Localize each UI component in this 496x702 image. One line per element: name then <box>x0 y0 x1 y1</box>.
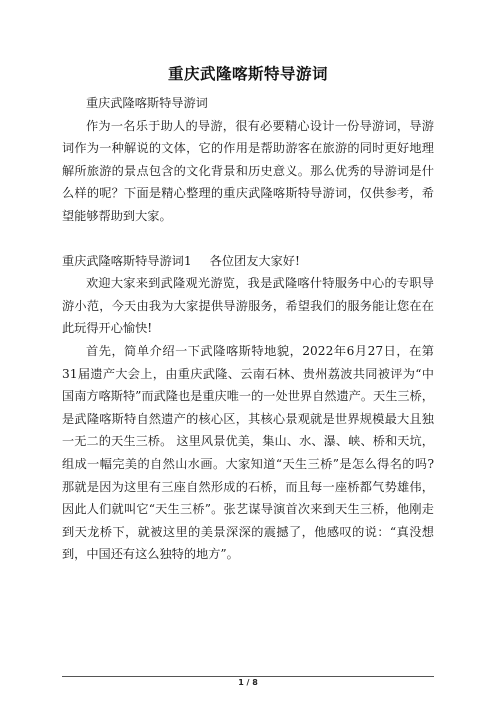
page-number: 1 / 8 <box>238 678 258 687</box>
footer-divider <box>62 676 434 677</box>
body-paragraph: 欢迎大家来到武隆观光游览，我是武隆喀什特服务中心的专职导游小范，今天由我为大家提供导游服务，希望我们的服务能让您在在此玩得开心愉快! <box>62 276 434 336</box>
body-paragraph: 首先，简单介绍一下武隆喀斯特地貌，2022年6月27日，在第31届遗产大会上，由重庆武隆、云南石林、贵州荔波共同被评为“中国南方喀斯特”而武隆也是重庆唯一的一处世界自然遗产。天生三桥，是武隆喀斯特自然遗产的核心区，其核心景观就是世界规模最大且独一无二的天生三桥。 这里风景优美，集山、水、瀑、峡、桥和天坑，组成一幅完美的自然山水画。大家知道“天生三桥”是怎么得名的吗?那就是因为这里有三座自然形成的石桥，而且每一座桥都气势雄伟，因此人们就叫它“天生三桥”。张艺谋导演首次来到天生三桥，他刚走到天龙桥下，就被这里的美景深深的震撼了，他感叹的说：“真没想到，中国还有这么独特的地方”。 <box>62 343 434 562</box>
greeting-text: 各位团友大家好! <box>209 253 300 268</box>
section-heading-line <box>62 250 434 273</box>
document-body <box>62 92 434 566</box>
intro-paragraph: 作为一名乐于助人的导游，很有必要精心设计一份导游词，导游词作为一种解说的文体，它的作用是帮助游客在旅游的同时更好地理解所旅游的景点包含的文化背景和历史意义。那么优秀的导游词是什么样的呢？下面是精心整理的重庆武隆喀斯特导游词，仅供参考，希望能够帮助到大家。 <box>62 118 434 223</box>
paragraph-gap <box>62 228 434 250</box>
section-heading: 重庆武隆喀斯特导游词1 <box>62 253 192 268</box>
document-title: 重庆武隆喀斯特导游词 <box>167 65 328 83</box>
document-subtitle: 重庆武隆喀斯特导游词 <box>86 96 208 110</box>
